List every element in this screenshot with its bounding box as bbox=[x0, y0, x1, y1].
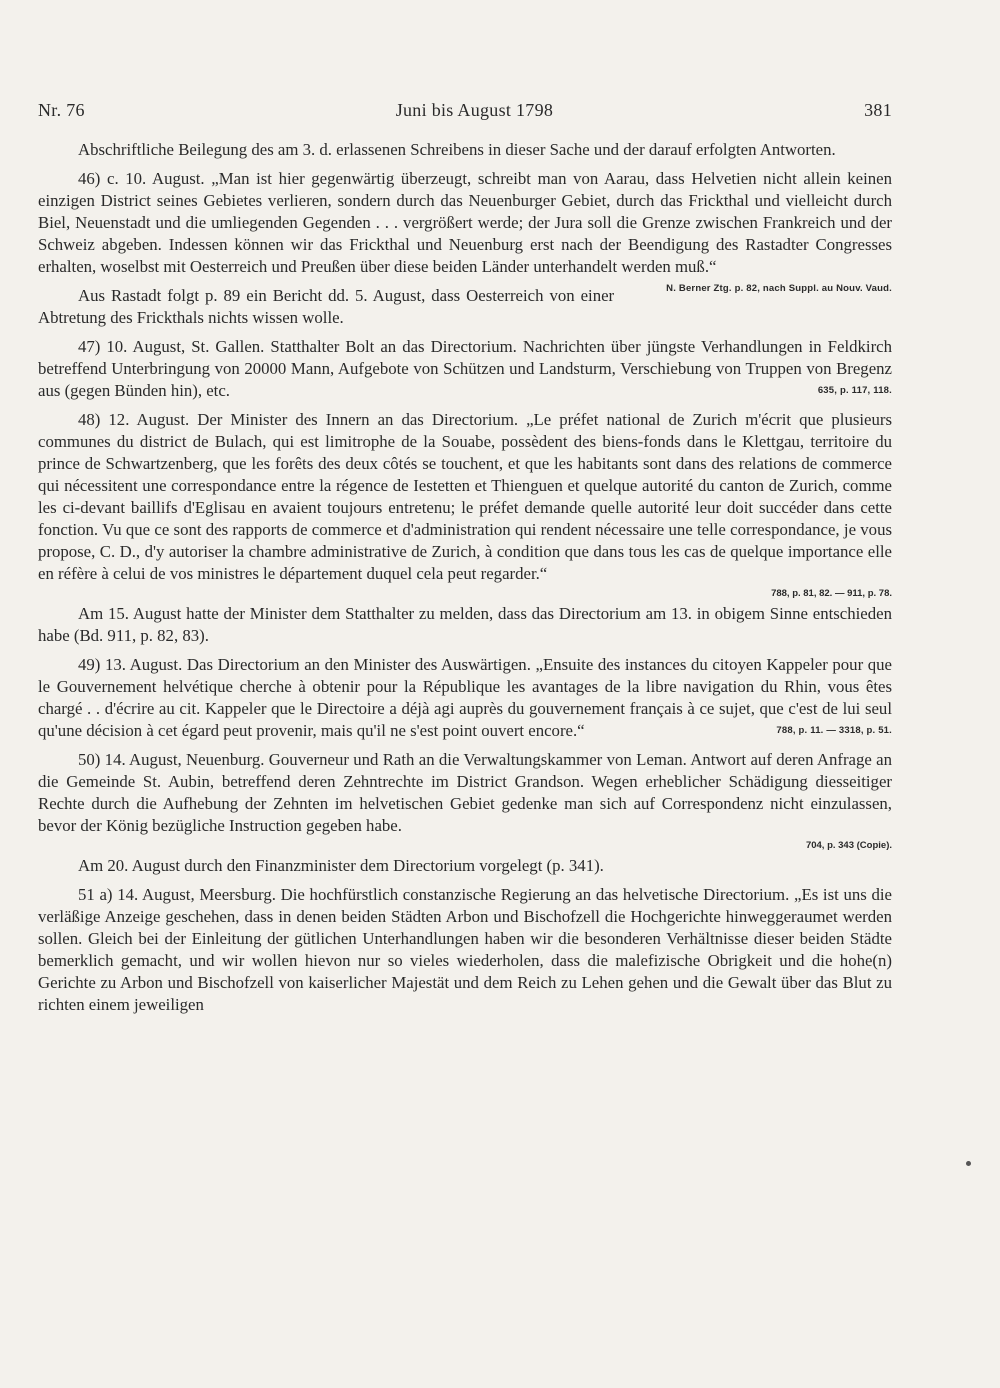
source-reference: 635, p. 117, 118. bbox=[817, 385, 892, 396]
source-reference: 704, p. 343 (Copie). bbox=[805, 840, 892, 851]
paragraph: 47) 10. August, St. Gallen. Statthalter Bolt an das Directorium. Nachrichten über jüngste Verhandlungen in Feldkirch betreffend Unterbringung von 20000 Mann, Aufgebote von Schützen und Landsturm, Verschiebung von Truppen von Bregenz aus (gegen Bünden hin), etc. 635, p. 117, 118. bbox=[38, 337, 892, 400]
paragraph: 46) c. 10. August. „Man ist hier gegenwärtig überzeugt, schreibt man von Aarau, dass Helvetien nicht allein keinen einzigen District seines Gebietes verlieren, sondern durch das Neuenburger Gebiet, durch das Frickthal und vielleicht durch Biel, Neuenstadt und die umliegenden Gegenden . . . vergrößert werde; der Jura soll die Grenze zwischen Frankreich und der Schweiz abgeben. Indessen können wir das Frickthal und Neuenburg erst nach der Beendigung des Rastadter Congresses erhalten, woselbst mit Oesterreich und Preußen über diese beiden Länder unterhandelt werden muß.“ N. Berner Ztg. p. 82, nach Suppl. au Nouv. Vaud. bbox=[38, 168, 892, 278]
date-range-title: Juni bis August 1798 bbox=[395, 100, 554, 120]
body-text bbox=[38, 139, 892, 1016]
document-number: Nr. 76 bbox=[38, 100, 85, 120]
source-reference: 788, p. 81, 82. — 911, p. 78. bbox=[771, 588, 892, 599]
paragraph: 50) 14. August, Neuenburg. Gouverneur und Rath an die Verwaltungskammer von Leman. Antwort auf deren Anfrage an die Gemeinde St. Aubin, betreffend deren Zehntrechte im District Grandson. Wegen erheblicher Schädigung diesseitiger Rechte durch die Aufhebung der Zehnten im helvetischen Gebiet gedenke man sich auf Correspondenz nicht einzulassen, bevor der König bezügliche Instruction gegeben habe. bbox=[38, 750, 892, 835]
paragraph: 48) 12. August. Der Minister des Innern an das Directorium. „Le préfet national de Zurich m'écrit que plusieurs communes du district de Bulach, qui est limitrophe de la Souabe, possèdent des biens-fonds dans le Klettgau, territoire du prince de Schwartzenberg, que les forêts des deux côtés se touchent, et que les habitants sont dans des relations de commerce qui nécessitent une correspondance entre la régence de Iestetten et Thienguen et quelque autorité du canton de Zurich, comme les ci-devant baillifs d'Eglisau en avaient toujours entretenu; le préfet demande quelle autorité leur doit succéder dans cette fonction. Vu que ce sont des rapports de commerce et d'administration qui rendent nécessaire une telle correspondance, je vous propose, C. D., d'y autoriser la chambre administrative de Zurich, à condition que dans tous les cas de quelque importance elle en réfère à celui de vos ministres le département duquel cela peut regarder.“ bbox=[38, 410, 892, 583]
paragraph: 51 a) 14. August, Meersburg. Die hochfürstlich constanzische Regierung an das helvetische Directorium. „Es ist uns die verläßige Anzeige geschehen, dass in denen beiden Städten Arbon und Bischofzell die Hochgerichte hinweggeraumet werden sollen. Gleich bei der Einleitung der gütlichen Unterhandlungen haben wir die besonderen Verhältnisse dieser beiden Städte bemerklich gemacht, und wir wollen hievon nur so vieles wiederholen, dass die malefizische Obrigkeit und die hohe(n) Gerichte zu Arbon und Bischofzell von kaiserlicher Majestät und dem Reich zu Lehen gehen und die Gewalt über das Blut zu richten einem jeweiligen bbox=[38, 885, 892, 1014]
paragraph: Am 20. August durch den Finanzminister dem Directorium vorgelegt (p. 341). bbox=[78, 856, 604, 875]
page-number: 381 bbox=[864, 100, 892, 120]
paragraph: Abschriftliche Beilegung des am 3. d. erlassenen Schreibens in dieser Sache und der darauf erfolgten Antworten. bbox=[78, 140, 836, 159]
source-reference: N. Berner Ztg. p. 82, nach Suppl. au Nouv. Vaud. bbox=[666, 283, 892, 294]
margin-mark bbox=[966, 1161, 971, 1166]
source-reference: 788, p. 11. — 3318, p. 51. bbox=[776, 725, 892, 736]
running-header bbox=[38, 100, 892, 121]
paragraph: Am 15. August hatte der Minister dem Statthalter zu melden, dass das Directorium am 13. in obigem Sinne entschieden habe (Bd. 911, p. 82, 83). bbox=[38, 604, 892, 645]
paragraph: 49) 13. August. Das Directorium an den Minister des Auswärtigen. „Ensuite des instances du citoyen Kappeler pour que le Gouvernement helvétique cherche à obtenir pour la République les avantages de la libre navigation du Rhin, vous êtes chargé . . d'écrire au cit. Kappeler que le Directoire a déjà agi auprès du gouvernement français à ce sujet, que c'est de lui seul qu'une décision à cet égard peut provenir, mais qu'il ne s'est point ouvert encore.“ 788, p. 11. — 3318, p. 51. bbox=[38, 655, 892, 740]
paragraph: Aus Rastadt folgt p. 89 ein Bericht dd. 5. August, dass Oesterreich von einer Abtretung des Frickthals nichts wissen wolle. bbox=[38, 286, 615, 327]
